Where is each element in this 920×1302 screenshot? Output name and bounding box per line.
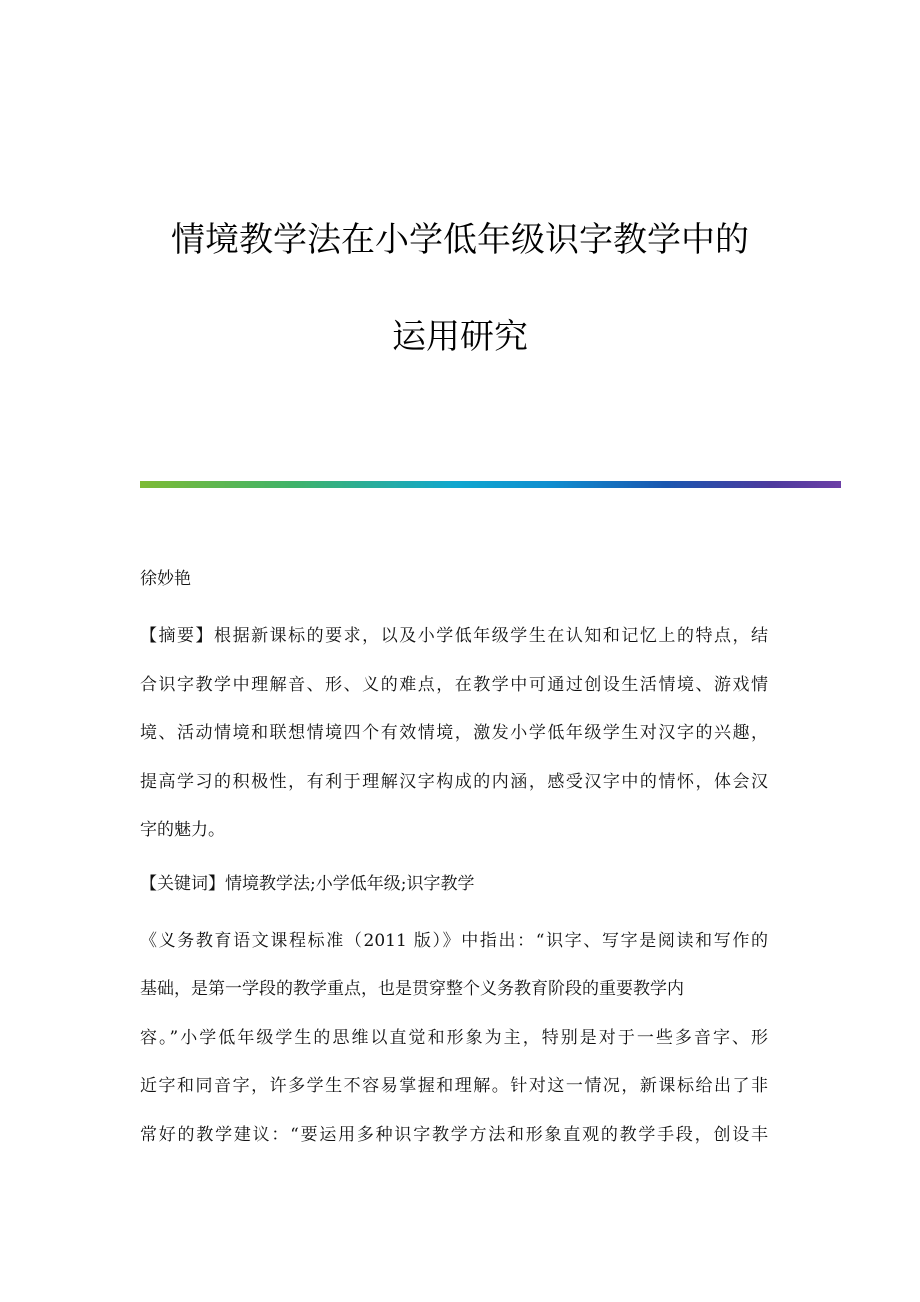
abstract-line: 境、活动情境和联想情境四个有效情境，激发小学低年级学生对汉字的兴趣， — [140, 723, 768, 743]
abstract-line: 【摘要】根据新课标的要求，以及小学低年级学生在认知和记忆上的特点，结 — [140, 626, 768, 646]
document-title-line-2: 运用研究 — [392, 317, 528, 357]
author-name: 徐妙艳 — [140, 569, 191, 589]
body-line: 《义务教育语文课程标准（2011 版）》中指出：“识字、写字是阅读和写作的 — [140, 931, 768, 951]
abstract-line: 合识字教学中理解音、形、义的难点，在教学中可通过创设生活情境、游戏情 — [140, 675, 768, 695]
gradient-divider — [140, 481, 841, 488]
document-title-line-1: 情境教学法在小学低年级识字教学中的 — [171, 220, 749, 260]
body-line: 常好的教学建议：“要运用多种识字教学方法和形象直观的教学手段，创设丰 — [140, 1125, 768, 1145]
body-line: 容。”小学低年级学生的思维以直觉和形象为主，特别是对于一些多音字、形 — [140, 1028, 768, 1048]
body-line: 基础，是第一学段的教学重点，也是贯穿整个义务教育阶段的重要教学内 — [140, 979, 684, 999]
body-line: 近字和同音字，许多学生不容易掌握和理解。针对这一情况，新课标给出了非 — [140, 1076, 768, 1096]
abstract-line: 提高学习的积极性，有利于理解汉字构成的内涵，感受汉字中的情怀，体会汉 — [140, 772, 768, 792]
abstract-line: 字的魅力。 — [140, 820, 225, 840]
keywords-line: 【关键词】情境教学法;小学低年级;识字教学 — [140, 874, 475, 894]
